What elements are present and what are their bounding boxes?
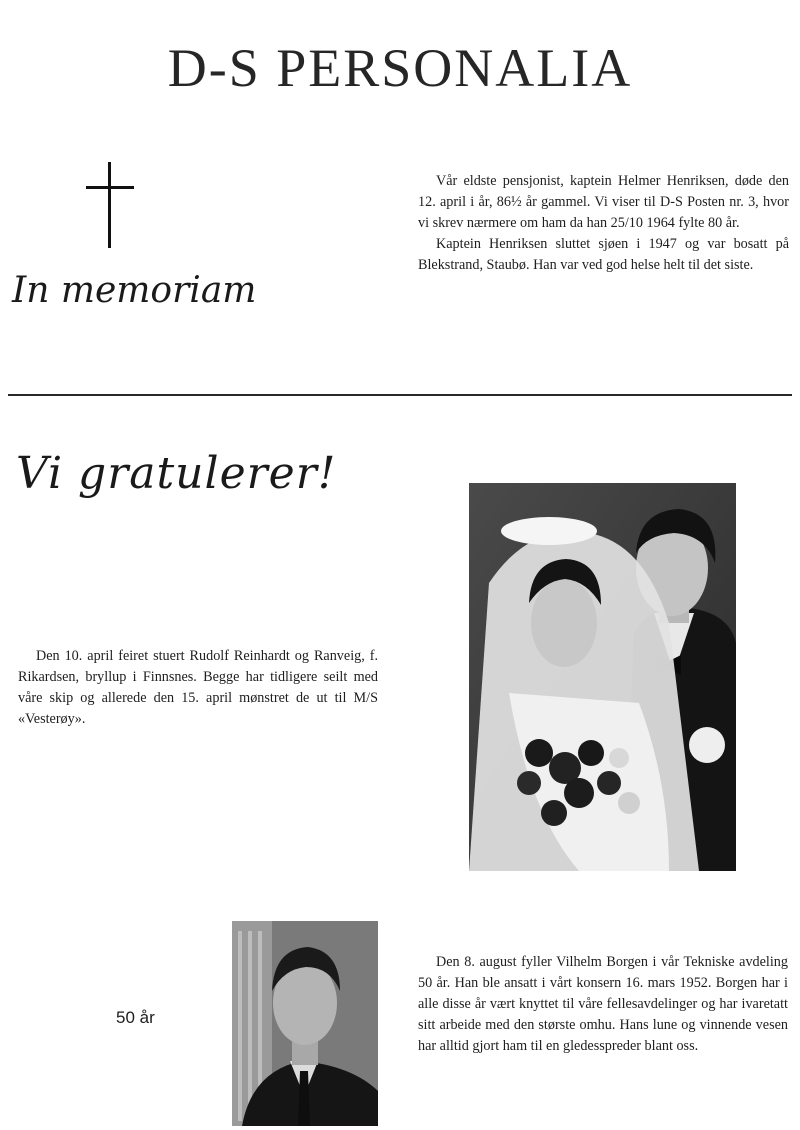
wedding-announcement xyxy=(18,646,378,730)
memoriam-text xyxy=(418,171,789,276)
cross-icon xyxy=(86,162,134,248)
wedding-photo xyxy=(469,483,736,871)
birthday-announcement xyxy=(418,952,788,1057)
section-divider xyxy=(8,394,792,396)
wedding-paragraph: Den 10. april feiret stuert Rudolf Reinhardt og Ranveig, f. Rikardsen, bryllup i Finnsnes. Begge har tidligere seilt med våre skip og allerede den 15. april mønstret de ut til M/S «Vesterøy». xyxy=(18,648,378,727)
portrait-photo xyxy=(232,921,378,1126)
birthday-paragraph: Den 8. august fyller Vilhelm Borgen i vår Tekniske avdeling 50 år. Han ble ansatt i vårt konsern 16. mars 1952. Borgen har i alle disse år vært knyttet til våre fellesavdelinger og har ivaretatt sitt arbeide med den største omhu. Hans lune og vinnende vesen har alltid gjort ham til en gledesspreder blant oss. xyxy=(418,954,788,1054)
in-memoriam-heading: In memoriam xyxy=(12,270,257,311)
fifty-years-label: 50 år xyxy=(116,1008,155,1027)
page-title: D-S PERSONALIA xyxy=(167,38,633,99)
vi-gratulerer-heading: Vi gratulerer! xyxy=(16,448,337,499)
memoriam-paragraph: Vår eldste pensjonist, kaptein Helmer Henriksen, døde den 12. april i år, 86½ år gammel. Vi viser til D-S Posten nr. 3, hvor vi skrev nærmere om ham da han 25/10 1964 fylte 80 år. xyxy=(418,173,789,231)
memoriam-paragraph: Kaptein Henriksen sluttet sjøen i 1947 og var bosatt på Blekstrand, Staubø. Han var ved god helse helt til det siste. xyxy=(418,236,789,273)
